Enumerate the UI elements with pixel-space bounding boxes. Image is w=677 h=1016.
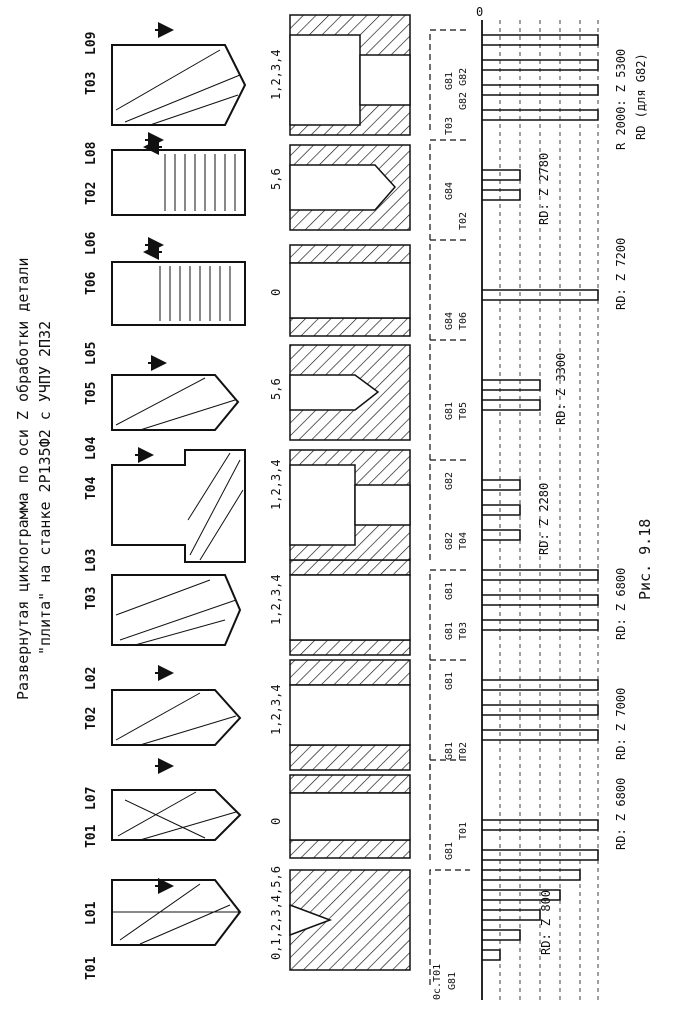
op-label-5: L04 — [84, 436, 99, 460]
positions-9: 1,2,3,4 — [269, 49, 283, 100]
cycle-label-g84-a: G84 — [444, 311, 455, 330]
positions-8: 5,6 — [269, 168, 283, 190]
op-label-8: L08 — [84, 141, 99, 165]
op-label-4: L03 — [84, 548, 99, 572]
cycle-label-g84-b: G84 — [444, 181, 455, 200]
positions-3: 1,2,3,4 — [269, 684, 283, 735]
rd-label-4: RD: Z 6800 — [614, 567, 628, 640]
tool-sketches — [112, 30, 245, 945]
tool-label-3: T02 — [84, 706, 99, 730]
cycle-label-origin: 0c.T01 — [432, 963, 443, 1000]
positions-6: 5,6 — [269, 378, 283, 400]
rd-label-9a: R 2000: Z 5300 — [614, 48, 628, 150]
cycle-label-t03-b: T03 — [444, 116, 455, 135]
title-line-2: "плита" на станке 2Р135Ф2 с УЧПУ 2П32 — [36, 320, 54, 655]
positions-4: 1,2,3,4 — [269, 574, 283, 625]
tool-label-7: T06 — [84, 271, 99, 295]
rd-label-5: RD: Z 2280 — [537, 482, 551, 555]
positions-7: 0 — [269, 288, 283, 296]
cycle-label-g82-a: G82 — [444, 531, 455, 550]
workpiece-sections — [290, 15, 410, 970]
positions-2: 0 — [269, 817, 283, 825]
tool-label-1: T01 — [84, 956, 99, 980]
op-label-3: L02 — [84, 666, 99, 690]
figure-caption: Рис. 9.18 — [636, 518, 654, 600]
rd-label-8: RD: Z 2780 — [537, 152, 551, 225]
cycle-label-g81-f: G81 — [444, 401, 455, 420]
tool-label-9: T03 — [84, 71, 99, 95]
position-labels — [269, 49, 283, 960]
cycle-label-t02-b: T02 — [458, 211, 469, 230]
cycle-label-origin-g81: G81 — [447, 971, 458, 990]
op-label-7: L06 — [84, 231, 99, 255]
op-label-2: L07 — [84, 786, 99, 810]
title-line-1: Развернутая циклограмма по оси Z обработки детали — [14, 257, 32, 700]
tool-labels — [84, 32, 99, 980]
cycle-label-t06: T06 — [458, 311, 469, 330]
op-label-6: L05 — [84, 341, 99, 365]
tool-label-8: T02 — [84, 181, 99, 205]
rd-labels — [537, 49, 648, 955]
cycle-label-g81-a: G81 — [444, 841, 455, 860]
cycle-label-g81-g: G81 — [444, 71, 455, 90]
rd-label-6: RD: Z 3300 — [554, 352, 568, 425]
axis-zero-label: 0 — [476, 5, 484, 19]
rd-label-3: RD: Z 7000 — [614, 687, 628, 760]
cycle-label-t02: T02 — [458, 741, 469, 760]
cycle-traces — [430, 30, 598, 985]
cycle-label-g81-d: G81 — [444, 621, 455, 640]
cycle-label-t01: T01 — [458, 821, 469, 840]
cycle-label-t04: T04 — [458, 531, 469, 550]
op-label-1: L01 — [84, 901, 99, 925]
cycle-label-g81-e: G81 — [444, 581, 455, 600]
cycle-label-g81-b: G81 — [444, 741, 455, 760]
tool-label-5: T04 — [84, 476, 99, 500]
positions-1: 0,1,2,3,4,5,6 — [269, 866, 283, 960]
cycle-label-t03: T03 — [458, 621, 469, 640]
cycle-code-labels — [432, 68, 469, 1000]
tool-label-6: T05 — [84, 381, 99, 405]
positions-5: 1,2,3,4 — [269, 459, 283, 510]
rd-label-2: RD: Z 6800 — [614, 777, 628, 850]
op-label-9: L09 — [84, 31, 99, 55]
cycle-label-g82-c: G82 G82 — [458, 67, 469, 110]
tool-label-2: T01 — [84, 824, 99, 848]
rd-label-9b: RD (для G82) — [634, 53, 648, 140]
cycle-label-g81-c: G81 — [444, 671, 455, 690]
tool-label-4: T03 — [84, 586, 99, 610]
rd-label-7: RD: Z 7200 — [614, 237, 628, 310]
rd-label-1: RD: Z 800 — [539, 889, 553, 955]
cycle-label-g82-b: G82 — [444, 471, 455, 490]
cycle-label-t05: T05 — [458, 401, 469, 420]
